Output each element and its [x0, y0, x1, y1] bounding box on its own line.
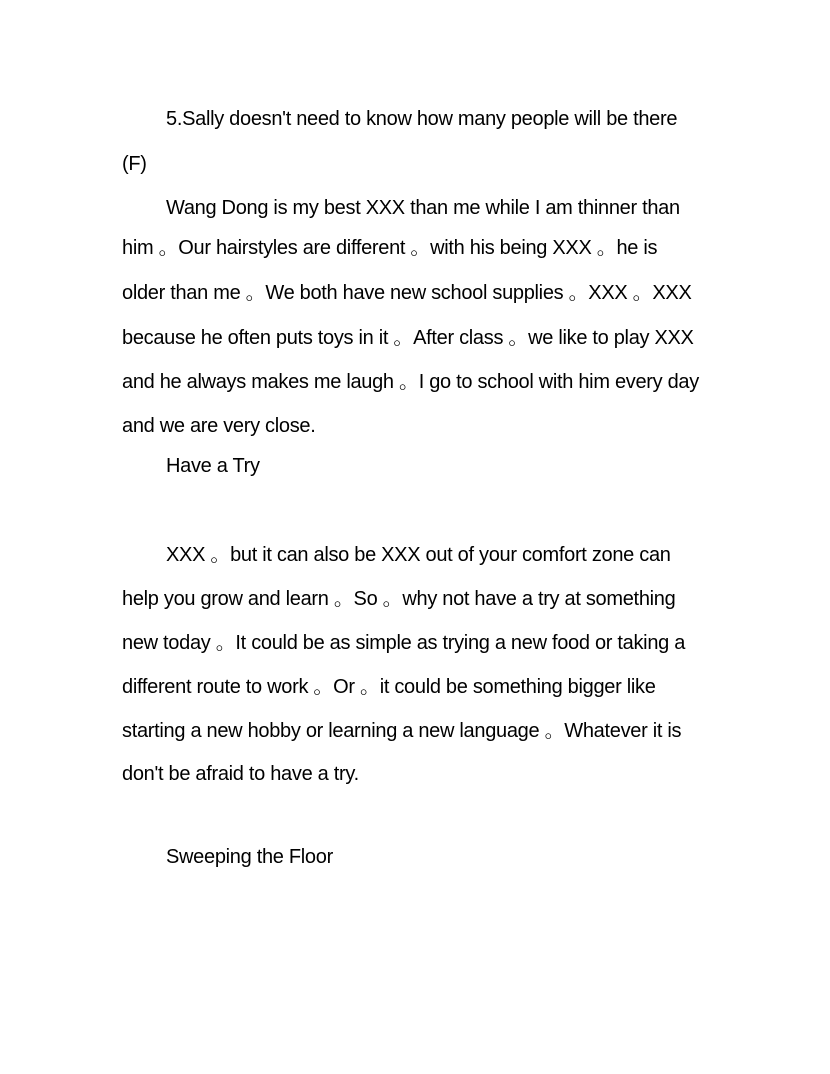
text-line: different route to work 。Or 。it could be something bigger like [122, 676, 656, 698]
text-line: help you grow and learn 。So 。why not have a try at something [122, 588, 676, 610]
text-line: (F) [122, 153, 147, 175]
text-line: Wang Dong is my best XXX than me while I am thinner than [166, 197, 680, 219]
text-line: because he often puts toys in it 。After class 。we like to play XXX [122, 327, 694, 349]
text-line: him 。Our hairstyles are different 。with his being XXX 。he is [122, 237, 658, 259]
text-line: older than me 。We both have new school supplies 。XXX 。XXX [122, 282, 692, 304]
text-line: don't be afraid to have a try. [122, 763, 359, 785]
text-line: and he always makes me laugh 。I go to school with him every day [122, 371, 699, 393]
text-line: starting a new hobby or learning a new language 。Whatever it is [122, 720, 682, 742]
text-line: and we are very close. [122, 415, 316, 437]
section-heading: Have a Try [166, 455, 260, 477]
section-heading: Sweeping the Floor [166, 846, 333, 868]
text-line: 5.Sally doesn't need to know how many people will be there [166, 108, 678, 130]
text-line: XXX 。but it can also be XXX out of your comfort zone can [166, 544, 671, 566]
text-line: new today 。It could be as simple as trying a new food or taking a [122, 632, 686, 654]
